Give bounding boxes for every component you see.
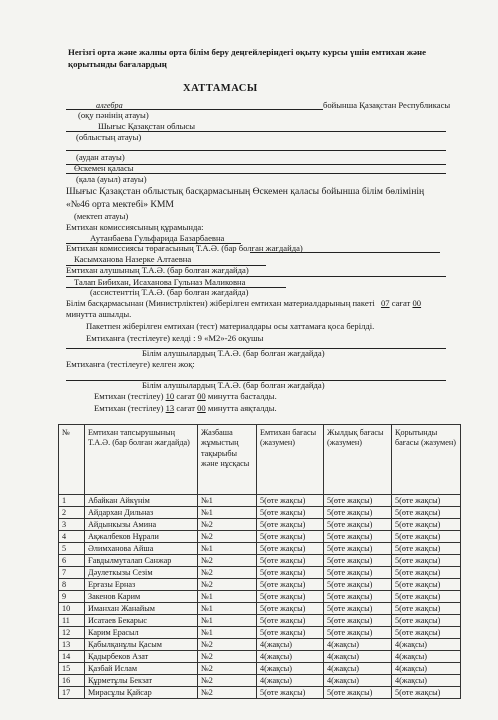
table-header-row <box>59 425 461 495</box>
student-name: Айдархан Дильназ <box>85 507 198 519</box>
annual-grade: 5(өте жақсы) <box>324 603 392 615</box>
subject-caption: (оқу пәнінің атауы) <box>78 110 149 120</box>
examiner-caption: Емтихан алушының Т.А.Ә. (бар болған жағдайда) <box>66 265 249 275</box>
student-name: Ерғазы Ерназ <box>85 579 198 591</box>
variant: №1 <box>198 603 257 615</box>
annual-grade: 4(жақсы) <box>324 651 392 663</box>
document-title: ХАТТАМАСЫ <box>183 83 258 94</box>
assistants-caption: (ассистенттің Т.А.Ә. (бар болған жағдайда) <box>90 287 249 297</box>
header-line-1: Негізгі орта және жалпы орта білім беру деңгейлеріндегі оқыту курсы үшін емтихан және <box>68 47 427 57</box>
variant: №2 <box>198 663 257 675</box>
school-line-1: Шығыс Қазақстан облыстық басқармасының Өскемен қаласы бойынша білім бөлімінің <box>66 186 425 197</box>
region-caption: (облыстың атауы) <box>76 132 142 142</box>
variant: №2 <box>198 567 257 579</box>
final-grade: 4(жақсы) <box>392 663 461 675</box>
table-row <box>59 543 461 555</box>
annual-grade: 5(өте жақсы) <box>324 615 392 627</box>
student-name: Құрметұлы Бекзат <box>85 675 198 687</box>
annual-grade: 5(өте жақсы) <box>324 507 392 519</box>
school-line-2: «№46 орта мектебі» КММ <box>66 199 174 210</box>
exam-grade: 5(өте жақсы) <box>257 627 324 639</box>
table-row <box>59 627 461 639</box>
exam-grade: 5(өте жақсы) <box>257 615 324 627</box>
row-number: 7 <box>59 567 85 579</box>
table-row <box>59 687 461 699</box>
chair-name: Касымханова Назерке Алтаевна <box>74 254 192 264</box>
row-number: 11 <box>59 615 85 627</box>
exam-grade: 5(өте жақсы) <box>257 687 324 699</box>
annual-grade: 4(жақсы) <box>324 663 392 675</box>
variant: №1 <box>198 591 257 603</box>
table-row <box>59 531 461 543</box>
final-grade: 5(өте жақсы) <box>392 603 461 615</box>
exam-grade: 5(өте жақсы) <box>257 531 324 543</box>
table-row <box>59 651 461 663</box>
student-name: Исатаев Бекарыс <box>85 615 198 627</box>
absent-label: Емтиханға (тестілеуге) келген жоқ: <box>66 359 195 369</box>
exam-grade: 5(өте жақсы) <box>257 579 324 591</box>
annual-grade: 4(жақсы) <box>324 639 392 651</box>
final-grade: 5(өте жақсы) <box>392 555 461 567</box>
variant: №2 <box>198 651 257 663</box>
exam-grade: 5(өте жақсы) <box>257 603 324 615</box>
exam-grade: 4(жақсы) <box>257 639 324 651</box>
final-grade: 4(жақсы) <box>392 651 461 663</box>
variant: №1 <box>198 615 257 627</box>
commission-member: Аутанбаева Гульфарида Базарбаевна <box>90 233 225 243</box>
table-row <box>59 591 461 603</box>
table-row <box>59 615 461 627</box>
student-name: Ғавдылмуталап Санжар <box>85 555 198 567</box>
student-name: Абайкан Айкүнім <box>85 495 198 507</box>
variant: №1 <box>198 627 257 639</box>
final-grade: 4(жақсы) <box>392 675 461 687</box>
exam-end: Емтихан (тестілеу) 13 сағат 00 минутта аяқталды. <box>94 403 277 413</box>
final-grade: 5(өте жақсы) <box>392 567 461 579</box>
student-name: Ақжалбеков Нұрали <box>85 531 198 543</box>
row-number: 8 <box>59 579 85 591</box>
subject-suffix: бойынша Қазақстан Республикасы <box>323 100 451 110</box>
exam-grade: 5(өте жақсы) <box>257 591 324 603</box>
annual-grade: 4(жақсы) <box>324 675 392 687</box>
absent-caption-1: Білім алушылардың Т.А.Ә. (бар болған жағдайда) <box>142 348 325 358</box>
city-caption: (қала (ауыл) атауы) <box>76 174 147 184</box>
exam-grade: 5(өте жақсы) <box>257 507 324 519</box>
package-line-1: Білім басқармасынан (Министрліктен) жіберілген емтихан материалдарының пакеті 07 сағат 00 <box>66 298 422 308</box>
student-name: Мирасұлы Қайсар <box>85 687 198 699</box>
exam-grade: 5(өте жақсы) <box>257 555 324 567</box>
exam-grade: 4(жақсы) <box>257 675 324 687</box>
variant: №2 <box>198 579 257 591</box>
table-row <box>59 603 461 615</box>
variant: №2 <box>198 639 257 651</box>
package-minute: 00 <box>412 298 422 308</box>
annual-grade: 5(өте жақсы) <box>324 567 392 579</box>
student-name: Карим Ерасыл <box>85 627 198 639</box>
package-line-4: Емтиханға (тестілеуге) келді : 9 «М2»-26 оқушы <box>86 333 264 343</box>
student-name: Қабылқанұлы Қасым <box>85 639 198 651</box>
variant: №1 <box>198 507 257 519</box>
row-number: 14 <box>59 651 85 663</box>
final-grade: 5(өте жақсы) <box>392 519 461 531</box>
exam-grade: 5(өте жақсы) <box>257 495 324 507</box>
final-grade: 5(өте жақсы) <box>392 543 461 555</box>
chair-caption: Емтихан комиссиясы төрағасының Т.А.Ә. (бар болған жағдайда) <box>66 243 303 253</box>
student-name: Қазбай Ислам <box>85 663 198 675</box>
annual-grade: 5(өте жақсы) <box>324 627 392 639</box>
variant: №2 <box>198 687 257 699</box>
region-value: Шығыс Қазақстан облысы <box>98 121 195 131</box>
exam-grade: 4(жақсы) <box>257 663 324 675</box>
student-name: Айдынкызы Амина <box>85 519 198 531</box>
final-grade: 5(өте жақсы) <box>392 507 461 519</box>
row-number: 13 <box>59 639 85 651</box>
col-header-exam-grade: Емтихан бағасы (жазумен) <box>257 425 324 495</box>
city-value: Өскемен қаласы <box>74 163 134 173</box>
final-grade: 4(жақсы) <box>392 639 461 651</box>
row-number: 15 <box>59 663 85 675</box>
variant: №2 <box>198 675 257 687</box>
student-name: Әлимханова Айша <box>85 543 198 555</box>
annual-grade: 5(өте жақсы) <box>324 543 392 555</box>
exam-grade: 5(өте жақсы) <box>257 543 324 555</box>
table-row <box>59 663 461 675</box>
table-row <box>59 567 461 579</box>
table-row <box>59 555 461 567</box>
variant: №2 <box>198 519 257 531</box>
variant: №1 <box>198 495 257 507</box>
final-grade: 5(өте жақсы) <box>392 531 461 543</box>
col-header-name: Емтихан тапсырушының Т.А.Ә. (бар болған жағдайда) <box>85 425 198 495</box>
district-caption: (аудан атауы) <box>76 152 125 162</box>
assistants-names: Талап Бибихан, Исаханова Гульназ Маликовна <box>74 277 246 287</box>
student-name: Закенов Карим <box>85 591 198 603</box>
table-row <box>59 519 461 531</box>
exam-start: Емтихан (тестілеу) 10 сағат 00 минутта басталды. <box>94 391 277 401</box>
table-row <box>59 507 461 519</box>
variant: №1 <box>198 543 257 555</box>
table-row <box>59 495 461 507</box>
results-table <box>58 424 461 699</box>
subject-value: алгебра <box>96 101 123 110</box>
package-line-3: Пакетпен жіберілген емтихан (тест) материалдары осы хаттамаға қоса берілді. <box>86 321 375 331</box>
row-number: 9 <box>59 591 85 603</box>
row-number: 10 <box>59 603 85 615</box>
row-number: 5 <box>59 543 85 555</box>
student-name: Дәулеткызы Сезім <box>85 567 198 579</box>
row-number: 4 <box>59 531 85 543</box>
commission-label: Емтихан комиссиясының құрамында: <box>66 222 204 232</box>
annual-grade: 5(өте жақсы) <box>324 519 392 531</box>
row-number: 6 <box>59 555 85 567</box>
row-number: 2 <box>59 507 85 519</box>
absent-caption-2: Білім алушылардың Т.А.Ә. (бар болған жағдайда) <box>142 380 325 390</box>
student-name: Қадырбеков Азат <box>85 651 198 663</box>
final-grade: 5(өте жақсы) <box>392 687 461 699</box>
school-caption: (мектеп атауы) <box>74 211 129 221</box>
final-grade: 5(өте жақсы) <box>392 627 461 639</box>
exam-grade: 4(жақсы) <box>257 651 324 663</box>
annual-grade: 5(өте жақсы) <box>324 591 392 603</box>
exam-grade: 5(өте жақсы) <box>257 519 324 531</box>
annual-grade: 5(өте жақсы) <box>324 495 392 507</box>
final-grade: 5(өте жақсы) <box>392 615 461 627</box>
col-header-topic: Жазбаша жұмыстың тақырыбы және нұсқасы <box>198 425 257 495</box>
package-hour: 07 <box>380 298 390 308</box>
row-number: 16 <box>59 675 85 687</box>
final-grade: 5(өте жақсы) <box>392 579 461 591</box>
final-grade: 5(өте жақсы) <box>392 495 461 507</box>
table-row <box>59 579 461 591</box>
exam-grade: 5(өте жақсы) <box>257 567 324 579</box>
row-number: 17 <box>59 687 85 699</box>
header-line-2: қорытынды бағалардың <box>68 59 167 69</box>
variant: №2 <box>198 555 257 567</box>
table-row <box>59 639 461 651</box>
col-header-number: № <box>59 425 85 495</box>
annual-grade: 5(өте жақсы) <box>324 579 392 591</box>
final-grade: 5(өте жақсы) <box>392 591 461 603</box>
annual-grade: 5(өте жақсы) <box>324 555 392 567</box>
row-number: 12 <box>59 627 85 639</box>
col-header-annual-grade: Жылдық бағасы (жазумен) <box>324 425 392 495</box>
package-line-2: минутта ашылды. <box>66 309 132 319</box>
student-name: Иманхан Жанайым <box>85 603 198 615</box>
annual-grade: 5(өте жақсы) <box>324 531 392 543</box>
table-row <box>59 675 461 687</box>
col-header-final-grade: Қорытынды бағасы (жазумен) <box>392 425 461 495</box>
row-number: 1 <box>59 495 85 507</box>
variant: №2 <box>198 531 257 543</box>
row-number: 3 <box>59 519 85 531</box>
annual-grade: 5(өте жақсы) <box>324 687 392 699</box>
